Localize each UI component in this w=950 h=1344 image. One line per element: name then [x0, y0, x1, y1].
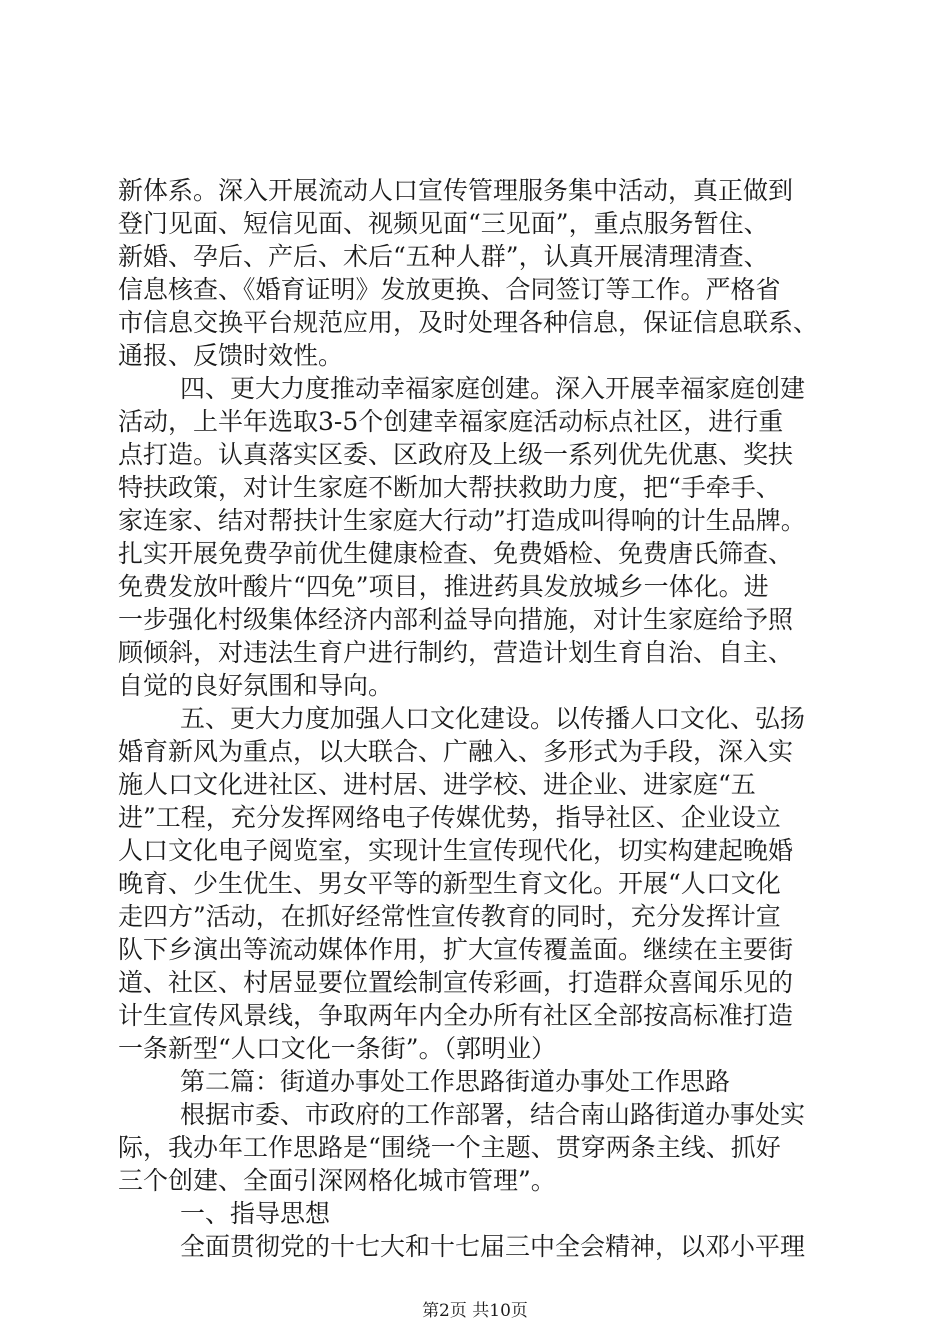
section-heading: 第二篇：街道办事处工作思路街道办事处工作思路 [180, 1067, 731, 1096]
subsection-heading: 一、指导思想 [180, 1199, 331, 1228]
text-line: 顾倾斜，对违法生育户进行制约，营造计划生育自治、自主、 [118, 638, 794, 667]
text-line: 队下乡演出等流动媒体作用，扩大宣传覆盖面。继续在主要街 [118, 935, 794, 964]
paragraph-start-line: 四、更大力度推动幸福家庭创建。深入开展幸福家庭创建 [180, 374, 806, 403]
text-line: 施人口文化进社区、进村居、进学校、进企业、进家庭“五 [118, 770, 756, 799]
text-line: 道、社区、村居显要位置绘制宣传彩画，打造群众喜闻乐见的 [118, 968, 794, 997]
text-line: 家连家、结对帮扶计生家庭大行动”打造成叫得响的计生品牌。 [118, 506, 806, 535]
text-line: 晚育、少生优生、男女平等的新型生育文化。开展“人口文化 [118, 869, 781, 898]
text-line: 婚育新风为重点，以大联合、广融入、多形式为手段，深入实 [118, 737, 794, 766]
text-line: 新婚、孕后、产后、术后“五种人群”，认真开展清理清查、 [118, 242, 769, 271]
text-line: 三个创建、全面引深网格化城市管理”。 [118, 1166, 556, 1195]
paragraph-start-line: 根据市委、市政府的工作部署，结合南山路街道办事处实 [180, 1100, 806, 1129]
text-line: 新体系。深入开展流动人口宣传管理服务集中活动，真正做到 [118, 176, 794, 205]
text-line: 走四方”活动，在抓好经常性宣传教育的同时，充分发挥计宣 [118, 902, 781, 931]
text-line: 人口文化电子阅览室，实现计生宣传现代化，切实构建起晚婚 [118, 836, 794, 865]
text-line: 自觉的良好氛围和导向。 [118, 671, 394, 700]
paragraph-start-line: 五、更大力度加强人口文化建设。以传播人口文化、弘扬 [180, 704, 806, 733]
text-line: 计生宣传风景线，争取两年内全办所有社区全部按高标准打造 [118, 1001, 794, 1030]
text-line: 点打造。认真落实区委、区政府及上级一系列优先优惠、奖扶 [118, 440, 794, 469]
text-line: 免费发放叶酸片“四免”项目，推进药具发放城乡一体化。进 [118, 572, 769, 601]
text-line: 际，我办年工作思路是“围绕一个主题、贯穿两条主线、抓好 [118, 1133, 781, 1162]
paragraph-start-line: 全面贯彻党的十七大和十七届三中全会精神，以邓小平理 [180, 1232, 806, 1261]
text-line: 一条新型“人口文化一条街”。（郭明业） [118, 1034, 557, 1063]
text-line: 扎实开展免费孕前优生健康检查、免费婚检、免费唐氏筛查、 [118, 539, 794, 568]
text-line: 进”工程，充分发挥网络电子传媒优势，指导社区、企业设立 [118, 803, 781, 832]
text-line: 特扶政策，对计生家庭不断加大帮扶救助力度，把“手牵手、 [118, 473, 781, 502]
text-line: 信息核查、《婚育证明》发放更换、合同签订等工作。严格省 [118, 275, 781, 304]
page-number-footer: 第2页 共10页 [422, 1301, 528, 1321]
text-line: 市信息交换平台规范应用，及时处理各种信息，保证信息联系、 [118, 308, 819, 337]
text-line: 登门见面、短信见面、视频见面“三见面”，重点服务暂住、 [118, 209, 769, 238]
text-line: 活动，上半年选取3-5个创建幸福家庭活动标点社区，进行重 [118, 407, 784, 436]
text-line: 通报、反馈时效性。 [118, 341, 344, 370]
text-line: 一步强化村级集体经济内部利益导向措施，对计生家庭给予照 [118, 605, 794, 634]
